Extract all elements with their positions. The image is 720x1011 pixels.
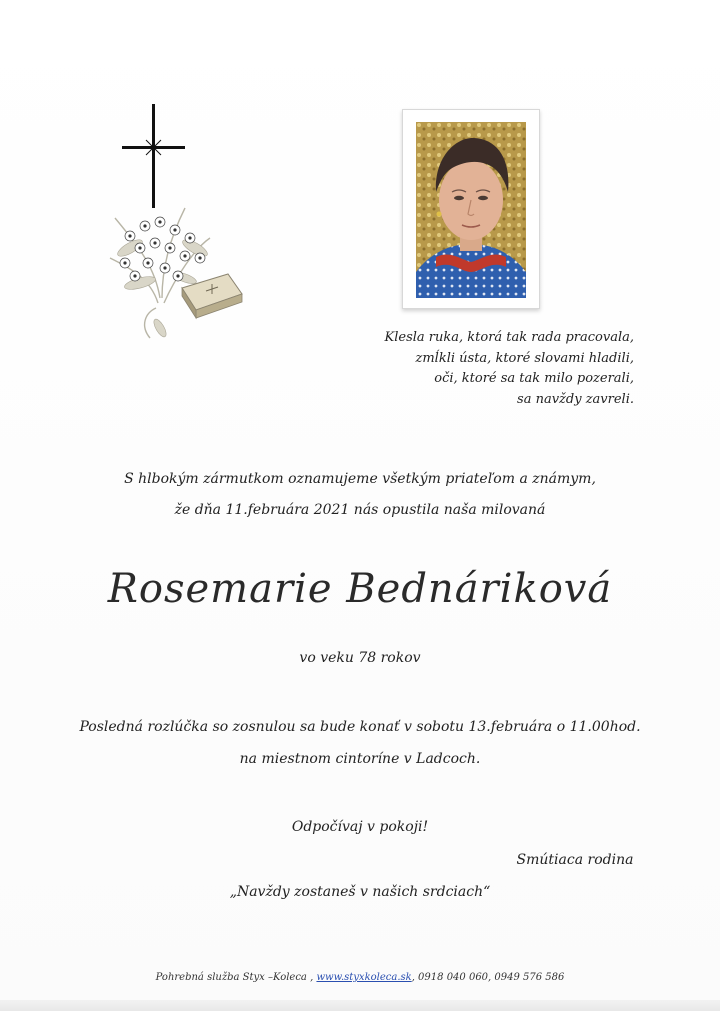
portrait-photo xyxy=(416,122,526,298)
grieving-family: Smútiaca rodina xyxy=(516,852,634,868)
poem xyxy=(330,328,634,410)
funeral-service-name: Pohrebná služba Styx –Koleca , xyxy=(155,972,314,983)
portrait-frame xyxy=(402,109,540,309)
announcement-line-2: že dňa 11.februára 2021 nás opustila naša milovaná xyxy=(174,502,546,518)
poem-line: sa navždy zavreli. xyxy=(517,391,634,407)
farewell-line-1: Posledná rozlúčka so zosnulou sa bude konať v sobotu 13.februára o 11.00hod. xyxy=(79,719,641,735)
poem-line: Klesla ruka, ktorá tak rada pracovala, xyxy=(384,330,634,345)
deceased-age: vo veku 78 rokov xyxy=(299,650,421,666)
poem-line: zmĺkli ústa, ktoré slovami hladili, xyxy=(415,350,634,366)
rest-in-peace: Odpočívaj v pokoji! xyxy=(291,819,429,835)
deceased-name: Rosemarie Bednáriková xyxy=(107,566,613,612)
farewell-line-2: na miestnom cintoríne v Ladcoch. xyxy=(239,751,481,767)
funeral-service-phones: , 0918 040 060, 0949 576 586 xyxy=(411,972,565,983)
cross-flowers-icon xyxy=(100,98,260,348)
page-bottom-edge xyxy=(0,1000,720,1011)
poem-line: oči, ktoré sa tak milo pozerali, xyxy=(434,371,634,386)
funeral-service-website-link[interactable]: www.styxkoleca.sk xyxy=(316,972,412,983)
announcement-line-1: S hlbokým zármutkom oznamujeme všetkým priateľom a známym, xyxy=(124,471,596,487)
funeral-service-footer xyxy=(60,972,660,983)
closing-quote: „Navždy zostaneš v našich srdciach“ xyxy=(229,884,491,900)
